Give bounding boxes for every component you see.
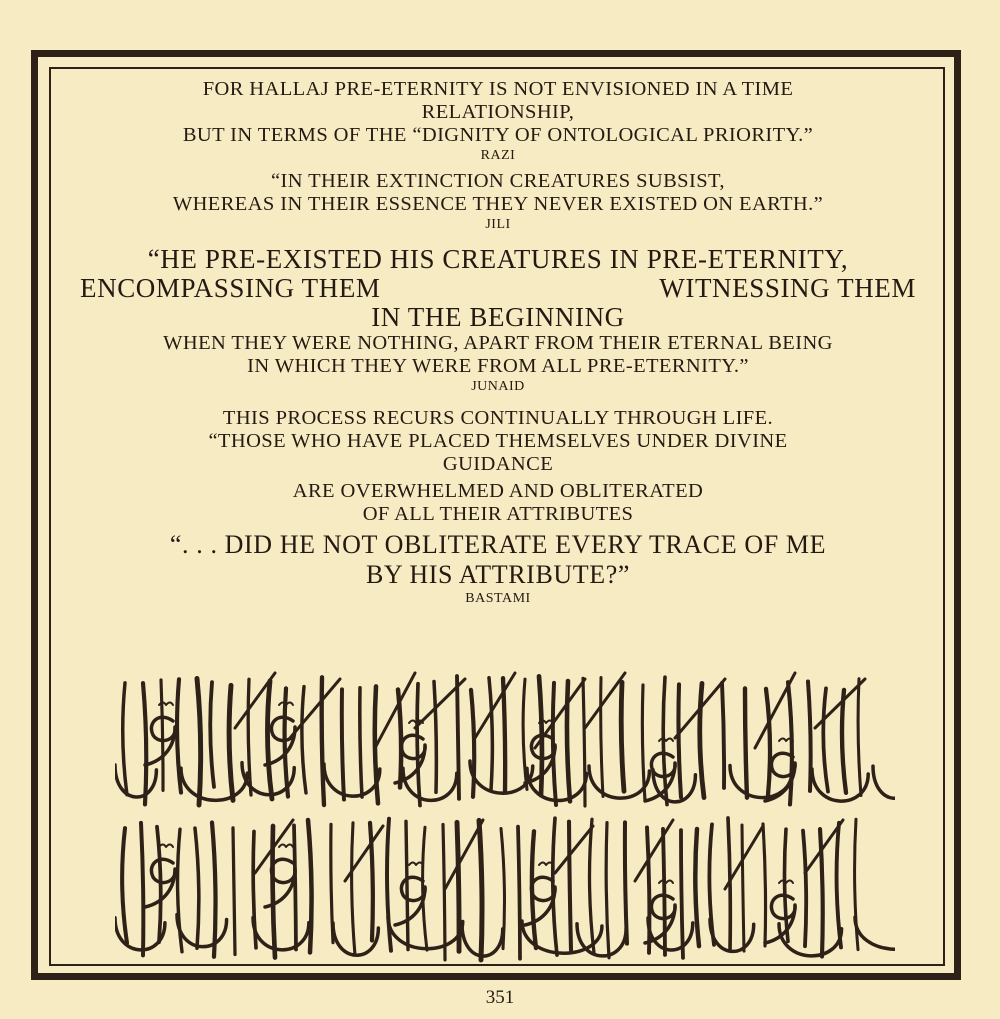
calligraphy-stroke xyxy=(635,820,673,881)
calligraphy-stroke xyxy=(302,687,306,793)
text-line: GUIDANCE xyxy=(442,453,554,475)
calligraphy-stroke xyxy=(177,915,227,947)
calligraphy-stroke xyxy=(294,825,296,949)
calligraphy-stroke xyxy=(360,688,362,797)
calligraphy-stroke xyxy=(141,823,143,956)
calligraphy-stroke xyxy=(803,831,806,946)
calligraphy-stroke xyxy=(808,681,811,791)
jili-passage xyxy=(60,170,936,233)
calligraphy-stroke xyxy=(212,822,216,956)
attribution-bastami: BASTAMI xyxy=(465,591,531,606)
calligraphy-stroke xyxy=(445,820,483,889)
large-text-line: “HE PRE-EXISTED HIS CREATURES IN PRE-ETERNITY, xyxy=(147,244,849,274)
calligraphy-stroke xyxy=(475,673,515,738)
calligraphy-stroke xyxy=(589,766,649,798)
text-line: WHEREAS IN THEIR ESSENCE THEY NEVER EXISTED ON EARTH.” xyxy=(172,193,824,215)
text-line: WHEN THEY WERE NOTHING, APART FROM THEIR ETERNAL BEING xyxy=(163,332,833,354)
calligraphy-stroke xyxy=(722,683,724,788)
calligraphy-stroke xyxy=(601,678,603,797)
text-line: OF ALL THEIR ATTRIBUTES xyxy=(362,503,634,525)
calligraphy-stroke xyxy=(279,845,293,848)
calligraphy-stroke xyxy=(763,824,766,946)
calligraphy-stroke xyxy=(157,827,161,942)
calligraphy-stroke xyxy=(681,830,683,958)
calligraphy-stroke xyxy=(539,863,553,866)
large-text-right: WITNESSING THEM xyxy=(659,273,916,303)
calligraphy-stroke xyxy=(742,825,744,951)
calligraphy-stroke xyxy=(195,828,199,948)
calligraphy-stroke xyxy=(555,826,593,873)
junaid-passage xyxy=(60,245,936,395)
calligraphy-stroke xyxy=(695,829,699,946)
attribution-razi: RAZI xyxy=(480,148,516,163)
calligraphy-stroke xyxy=(233,828,235,955)
attribution-jili: JILI xyxy=(485,217,511,232)
calligraphy-stroke xyxy=(409,863,423,866)
calligraphy-stroke xyxy=(489,678,492,790)
text-line: THIS PROCESS RECURS CONTINUALLY THROUGH LIFE. xyxy=(222,407,774,429)
large-text-line: “. . . DID HE NOT OBLITERATE EVERY TRACE OF ME xyxy=(169,530,827,559)
calligraphy-stroke xyxy=(823,688,828,791)
calligraphy-stroke xyxy=(159,845,173,848)
calligraphy-stroke xyxy=(518,827,520,959)
calligraphy-stroke xyxy=(143,683,146,804)
bastami-passage xyxy=(60,407,936,607)
text-line: BUT IN TERMS OF THE “DIGNITY OF ONTOLOGICAL PRIORITY.” xyxy=(182,124,814,146)
text-line: RELATIONSHIP, xyxy=(421,101,575,123)
calligraphy-stroke xyxy=(434,682,436,793)
calligraphy-stroke xyxy=(324,764,380,796)
calligraphy-stroke xyxy=(621,682,624,791)
calligraphy-stroke xyxy=(267,681,272,799)
calligraphy-stroke xyxy=(606,823,609,958)
page-number: 351 xyxy=(485,987,515,1008)
calligraphy-stroke xyxy=(145,717,175,765)
calligraphy-stroke xyxy=(471,690,474,797)
calligraphy-stroke xyxy=(161,680,163,790)
calligraphy-stroke xyxy=(873,766,895,798)
calligraphy-stroke xyxy=(290,679,340,738)
calligraphy-stroke xyxy=(122,828,127,943)
text-line: FOR HALLAJ PRE-ETERNITY IS NOT ENVISIONED IN A TIME xyxy=(202,78,794,100)
calligraphy-stroke xyxy=(197,678,201,805)
calligraphy-stroke xyxy=(642,685,645,801)
calligraphy-stroke xyxy=(842,690,846,793)
calligraphy-stroke xyxy=(569,822,571,950)
quotation-text-block xyxy=(60,78,936,607)
calligraphy-stroke xyxy=(765,895,795,943)
calligraphy-stroke xyxy=(115,765,156,797)
razi-passage xyxy=(60,78,936,164)
large-text-line: IN THE BEGINNING xyxy=(371,302,625,332)
attribution-junaid: JUNAID xyxy=(471,379,525,394)
calligraphy-stroke xyxy=(766,689,770,795)
calligraphy-stroke xyxy=(678,684,681,797)
calligraphy-stroke xyxy=(503,678,505,792)
calligraphy-stroke xyxy=(443,824,445,960)
large-text-line: BY HIS ATTRIBUTE?” xyxy=(365,560,631,589)
calligraphy-stroke xyxy=(265,859,295,907)
calligraphy-stroke xyxy=(253,918,309,950)
calligraphy-stroke xyxy=(395,877,425,925)
text-line: IN WHICH THEY WERE FROM ALL PRE-ETERNITY.” xyxy=(247,355,749,377)
calligraphy-stroke xyxy=(589,819,594,953)
calligraphy-stroke xyxy=(858,679,861,796)
calligraphy-stroke xyxy=(229,685,233,800)
large-text-line-split xyxy=(60,274,936,303)
calligraphy-stroke xyxy=(406,821,408,949)
calligraphy-stroke xyxy=(417,684,420,806)
calligraphy-stroke xyxy=(352,823,355,955)
calligraphy-stroke xyxy=(525,877,555,925)
arabic-calligraphy-illustration xyxy=(115,668,895,968)
calligraphy-stroke xyxy=(745,688,747,797)
calligraphy-stroke xyxy=(659,739,673,742)
calligraphy-stroke xyxy=(210,682,214,787)
calligraphy-stroke xyxy=(784,829,788,941)
calligraphy-stroke xyxy=(625,822,627,943)
calligraphy-stroke xyxy=(403,768,457,800)
calligraphy-stroke xyxy=(700,683,704,797)
large-text-left: ENCOMPASSING THEM xyxy=(80,273,381,303)
calligraphy-stroke xyxy=(342,689,344,799)
text-line: “THOSE WHO HAVE PLACED THEMSELVES UNDER DIVINE xyxy=(208,430,788,452)
text-line: ARE OVERWHELMED AND OBLITERATED xyxy=(292,480,704,502)
calligraphy-stroke xyxy=(123,683,127,795)
text-line: “IN THEIR EXTINCTION CREATURES SUBSIST, xyxy=(271,170,725,192)
calligraphy-stroke xyxy=(479,820,482,960)
calligraphy-stroke xyxy=(855,917,895,949)
